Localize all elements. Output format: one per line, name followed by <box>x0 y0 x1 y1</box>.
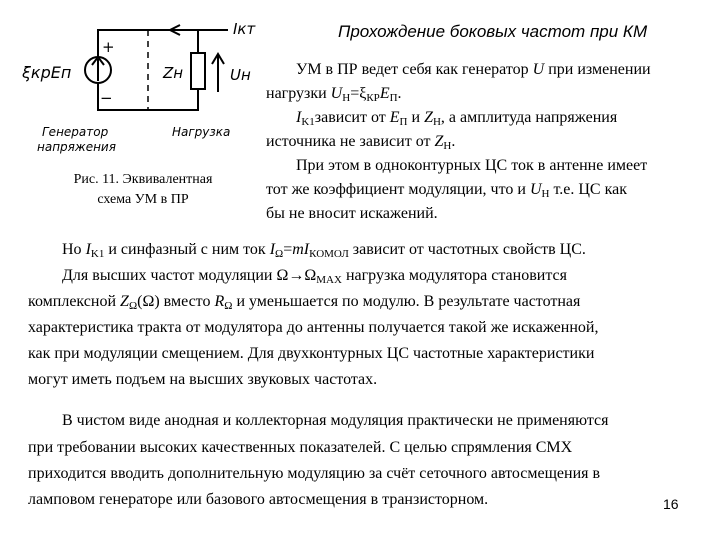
paragraph-line: приходится вводить дополнительную модуляцию за счёт сеточного автосмещения в <box>28 465 601 482</box>
paragraph-line: при требовании высоких качественных показателей. С целью спрямления СМХ <box>28 439 573 456</box>
paragraph-line: УМ в ПР ведет себя как генератор U при изменении <box>296 61 651 78</box>
label-load: Нагрузка <box>172 125 231 139</box>
paragraph-line: тот же коэффициент модуляции, что и $U_Н$ т.е. ЦС как <box>266 181 627 200</box>
paragraph-line: ламповом генераторе или базового автосмещения в транзисторном. <box>28 491 489 508</box>
figure-caption <box>58 170 228 210</box>
paragraph-line: нагрузки $U_Н=\xi_{КР}E_П$. <box>266 85 402 104</box>
label-current: Iкт <box>233 20 256 38</box>
label-source: ξкрEп <box>22 63 72 82</box>
page-number: 16 <box>663 496 679 512</box>
paragraph-line: могут иметь подъем на высших звуковых частотах. <box>28 371 378 388</box>
paragraph-line: источника не зависит от $Z_Н$. <box>266 133 456 152</box>
paragraph-line: В чистом виде анодная и коллекторная модуляция практически не применяются <box>62 412 609 429</box>
paragraph-line: бы не вносит искажений. <box>266 205 438 222</box>
label-voltage: Uн <box>230 66 251 84</box>
label-plus: + <box>102 38 115 56</box>
paragraph-line: как при модуляции смещением. Для двухконтурных ЦС частотные характеристики <box>28 345 595 362</box>
equivalent-circuit-diagram <box>20 10 265 160</box>
label-generator-line2: напряжения <box>37 140 116 154</box>
caption-line: схема УМ в ПР <box>97 192 189 207</box>
label-minus: − <box>100 89 113 107</box>
slide-title: Прохождение боковых частот при КМ <box>338 22 648 41</box>
label-impedance: Zн <box>163 64 184 82</box>
load-impedance <box>191 53 205 89</box>
paragraph-line: комплексной $Z_\Omega(\Omega)$ вместо $R_\Omega$ и уменьшается по модулю. В результате частотная <box>28 293 581 312</box>
paragraph-line: Но $I_{K1}$ и синфазный с ним ток $I_\Omega=mI_{КОМОЛ}$ зависит от частотных свойств ЦС. <box>62 241 586 260</box>
paragraph-line: характеристика тракта от модулятора до антенны получается такой же искаженной, <box>28 319 599 336</box>
caption-line: Рис. 11. Эквивалентная <box>73 172 213 187</box>
label-generator-line1: Генератор <box>42 125 109 139</box>
paragraph-line: Для высших частот модуляции $\Omega\to\Omega_{MAX}$ нагрузка модулятора становится <box>62 267 567 286</box>
voltage-arrow <box>212 54 224 92</box>
paragraph-line: При этом в одноконтурных ЦС ток в антенне имеет <box>296 157 648 174</box>
paragraph-line: $I_{K1}зависит$ от $E_П$ и $Z_Н$, а амплитуда напряжения <box>296 109 618 128</box>
